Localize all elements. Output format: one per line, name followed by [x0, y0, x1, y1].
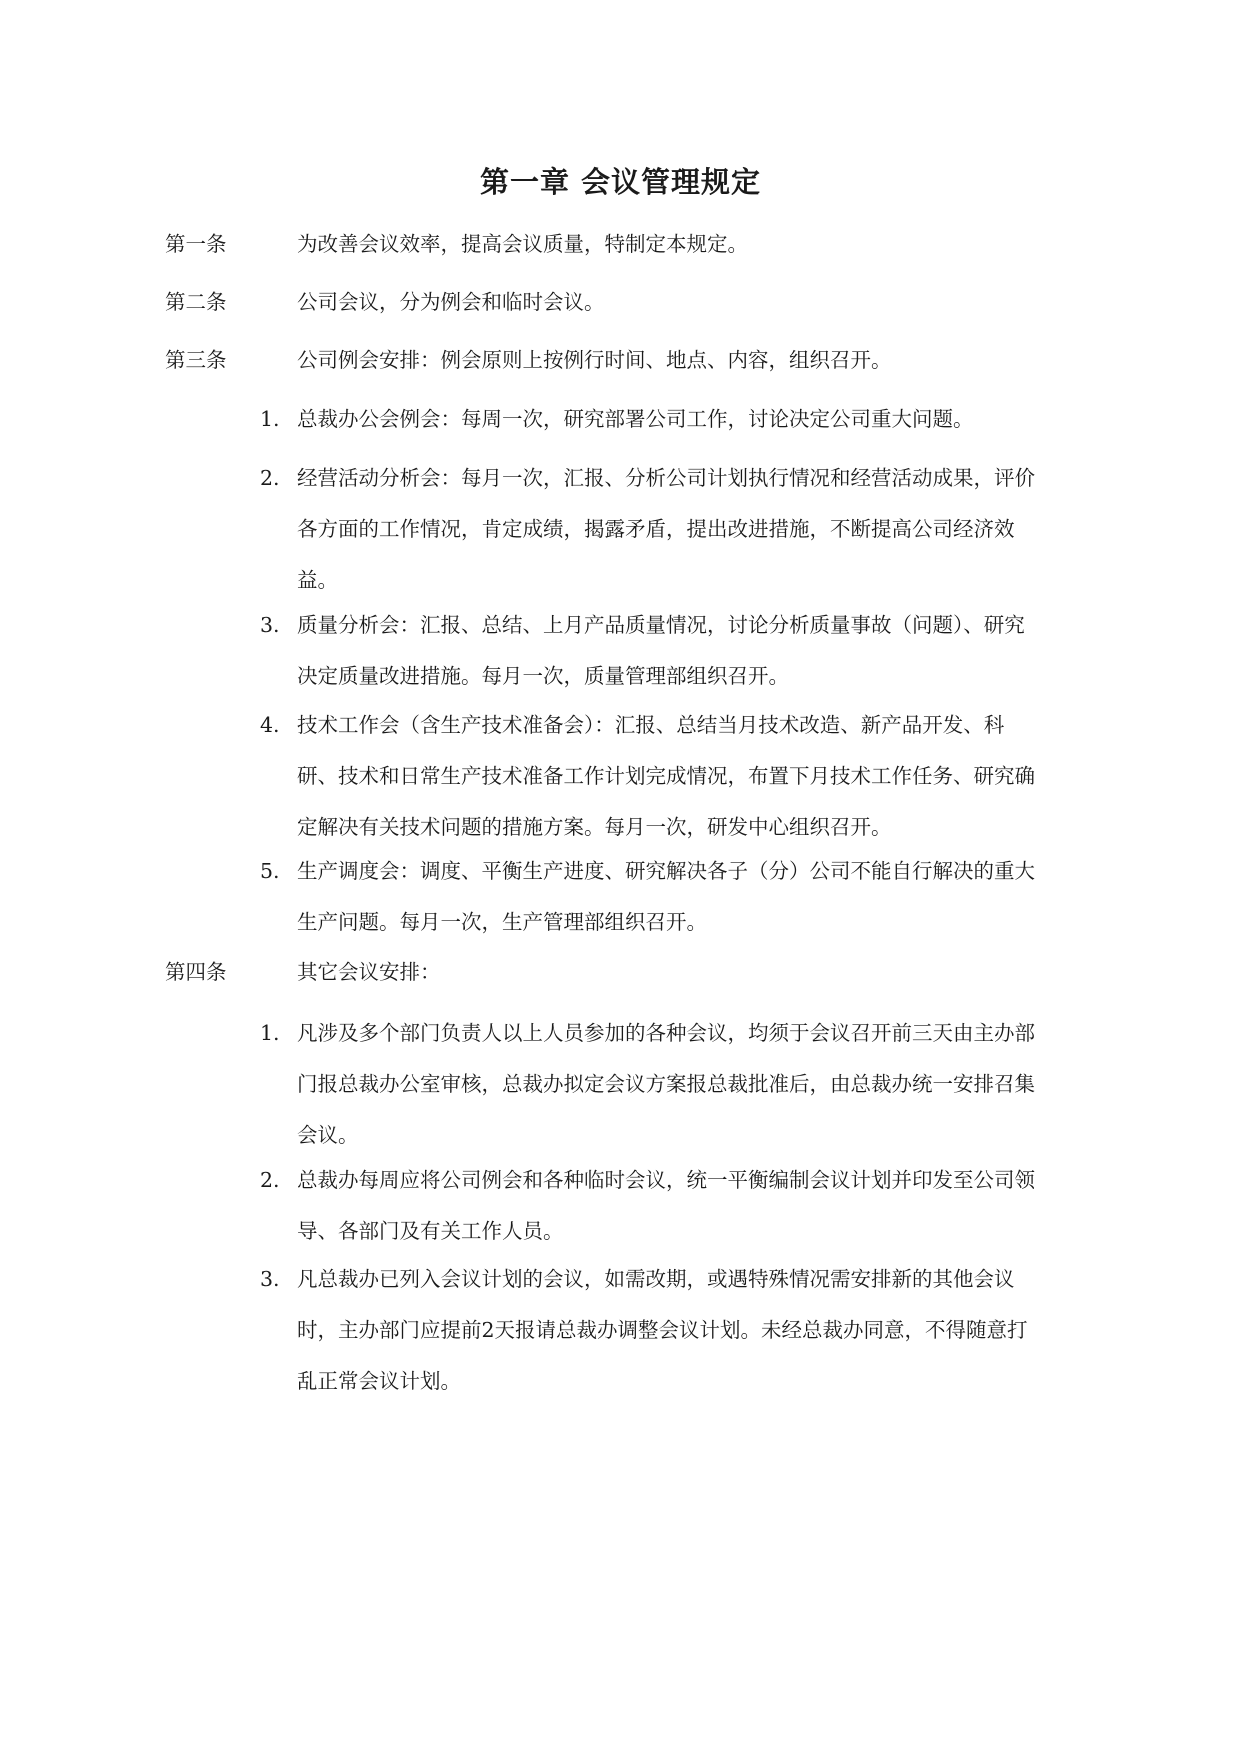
list-item-number: 2. [260, 1168, 280, 1192]
list-item-number: 4. [260, 713, 280, 737]
text-line: 技术工作会（含生产技术准备会）：汇报、总结当月技术改造、新产品开发、科 [297, 713, 1005, 737]
list-item-number: 3. [260, 613, 280, 637]
text-line: 会议。 [297, 1123, 359, 1147]
list-item-text [297, 394, 1087, 445]
text-line: 决定质量改进措施。每月一次，质量管理部组织召开。 [297, 664, 789, 688]
list-item-number: 1. [260, 407, 280, 431]
text-line: 各方面的工作情况，肯定成绩，揭露矛盾，提出改进措施，不断提高公司经济效 [297, 517, 1015, 541]
text-line: 乱正常会议计划。 [297, 1369, 461, 1393]
text-line: 经营活动分析会：每月一次，汇报、分析公司计划执行情况和经营活动成果，评价 [297, 466, 1035, 490]
chapter-title: 第一章 会议管理规定 [479, 165, 762, 199]
text-line: 益。 [297, 568, 338, 592]
list-item-text [297, 1008, 1087, 1161]
text-line: 总裁办公会例会：每周一次，研究部署公司工作，讨论决定公司重大问题。 [297, 407, 974, 431]
article-text: 公司例会安排：例会原则上按例行时间、地点、内容，组织召开。 [297, 348, 892, 372]
list-item-text [297, 453, 1087, 606]
list-item-number: 3. [260, 1267, 280, 1291]
article-text: 公司会议，分为例会和临时会议。 [297, 290, 605, 314]
text-line: 凡总裁办已列入会议计划的会议，如需改期，或遇特殊情况需安排新的其他会议 [297, 1267, 1015, 1291]
list-item-number: 2. [260, 466, 280, 490]
text-line: 定解决有关技术问题的措施方案。每月一次，研发中心组织召开。 [297, 815, 892, 839]
text-line: 质量分析会：汇报、总结、上月产品质量情况，讨论分析质量事故（问题）、研究 [297, 613, 1025, 637]
article-label: 第二条 [165, 290, 227, 314]
text-line: 生产调度会：调度、平衡生产进度、研究解决各子（分）公司不能自行解决的重大 [297, 859, 1035, 883]
text-line: 导、各部门及有关工作人员。 [297, 1219, 564, 1243]
list-item-text [297, 1155, 1087, 1257]
article-label: 第一条 [165, 232, 227, 256]
article-label: 第三条 [165, 348, 227, 372]
article-label: 第四条 [165, 960, 227, 984]
list-item-text [297, 700, 1087, 853]
text-line: 研、技术和日常生产技术准备工作计划完成情况，布置下月技术工作任务、研究确 [297, 764, 1035, 788]
article-text: 为改善会议效率，提高会议质量，特制定本规定。 [297, 232, 748, 256]
text-line: 凡涉及多个部门负责人以上人员参加的各种会议，均须于会议召开前三天由主办部 [297, 1021, 1035, 1045]
list-item-text [297, 846, 1087, 948]
list-item-text [297, 600, 1087, 702]
list-item-number: 5. [260, 859, 280, 883]
text-line: 时，主办部门应提前2天报请总裁办调整会议计划。未经总裁办同意，不得随意打 [297, 1318, 1028, 1342]
text-line: 总裁办每周应将公司例会和各种临时会议，统一平衡编制会议计划并印发至公司领 [297, 1168, 1035, 1192]
list-item-text [297, 1254, 1087, 1407]
list-item-number: 1. [260, 1021, 280, 1045]
text-line: 门报总裁办公室审核，总裁办拟定会议方案报总裁批准后，由总裁办统一安排召集 [297, 1072, 1035, 1096]
text-line: 生产问题。每月一次，生产管理部组织召开。 [297, 910, 707, 934]
article-text: 其它会议安排： [297, 960, 441, 984]
